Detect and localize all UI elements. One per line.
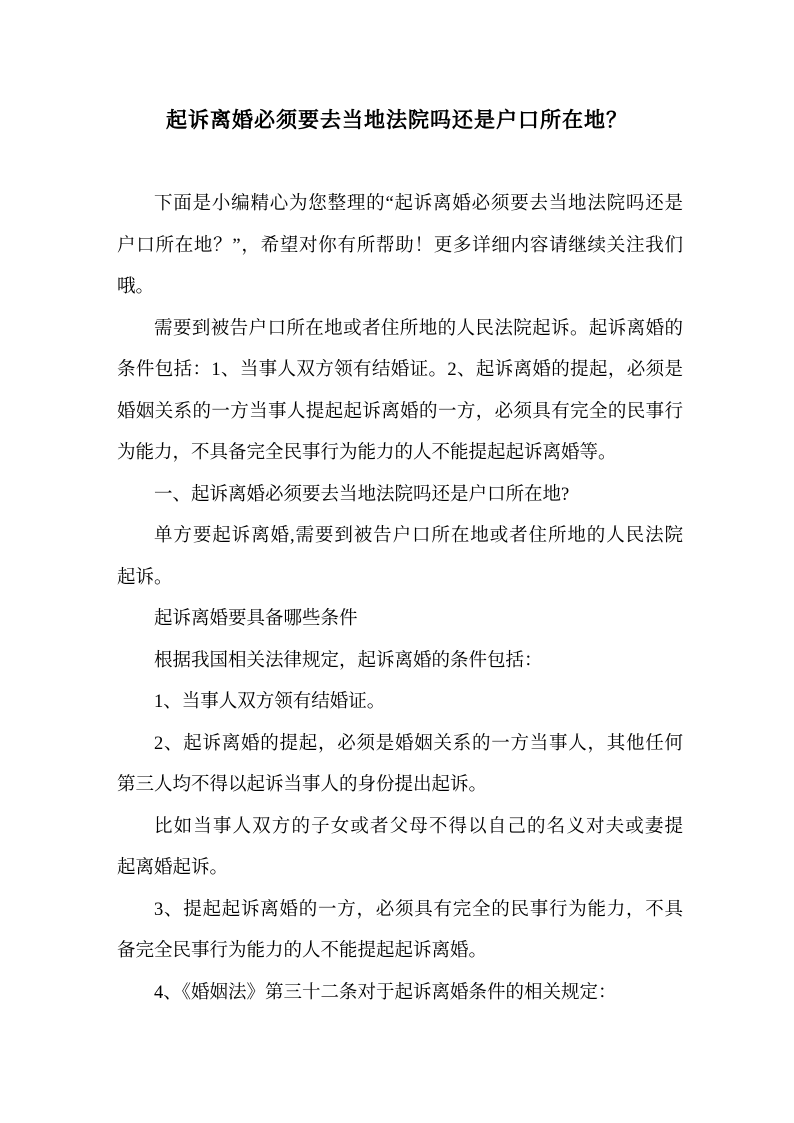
paragraph-line: 需要到被告户口所在地或者住所地的人民法院起诉。起诉离婚的 (154, 318, 683, 339)
document-body (117, 184, 683, 1014)
paragraph-line: 3、提起起诉离婚的一方，必须具有完全的民事行为能力，不具 (154, 899, 683, 920)
paragraph-line: 起离婚起诉。 (117, 858, 229, 878)
paragraph-line: 条件包括：1、当事人双方领有结婚证。2、起诉离婚的提起，必须是 (117, 360, 683, 380)
paragraph (117, 599, 683, 641)
paragraph (117, 184, 683, 309)
paragraph (117, 309, 683, 475)
paragraph-line: 下面是小编精心为您整理的“起诉离婚必须要去当地法院吗还是 (154, 194, 683, 214)
paragraph-line: 起诉。 (117, 567, 173, 588)
paragraph-line: 哦。 (117, 277, 155, 297)
paragraph-line: 单方要起诉离婚,需要到被告户口所在地或者住所地的人民法院 (154, 526, 683, 546)
paragraph (117, 682, 683, 724)
paragraph (117, 973, 683, 1015)
paragraph (117, 807, 683, 890)
paragraph-line: 婚姻关系的一方当事人提起起诉离婚的一方，必须具有完全的民事行 (117, 401, 683, 422)
paragraph-line: 2、起诉离婚的提起，必须是婚姻关系的一方当事人，其他任何 (154, 733, 683, 754)
paragraph-line: 为能力，不具备完全民事行为能力的人不能提起起诉离婚等。 (117, 443, 617, 463)
paragraph-line: 根据我国相关法律规定，起诉离婚的条件包括： (154, 650, 543, 671)
paragraph (117, 890, 683, 973)
paragraph-line: 4、《婚姻法》第三十二条对于起诉离婚条件的相关规定： (154, 982, 617, 1003)
paragraph (117, 641, 683, 683)
paragraph-line: 1、当事人双方领有结婚证。 (154, 692, 386, 712)
paragraph-line: 户口所在地？”，希望对你有所帮助！更多详细内容请继续关注我们 (117, 235, 683, 256)
paragraph (117, 475, 683, 517)
paragraph-line: 比如当事人双方的子女或者父母不得以自己的名义对夫或妻提 (154, 816, 683, 837)
paragraph-line: 起诉离婚要具备哪些条件 (154, 609, 358, 629)
paragraph (117, 516, 683, 599)
paragraph-line: 备完全民事行为能力的人不能提起起诉离婚。 (117, 941, 488, 961)
paragraph-line: 第三人均不得以起诉当事人的身份提出起诉。 (117, 775, 488, 795)
paragraph-line: 一、起诉离婚必须要去当地法院吗还是户口所在地? (154, 484, 570, 505)
document-title: 起诉离婚必须要去当地法院吗还是户口所在地？ (166, 108, 628, 132)
paragraph (117, 724, 683, 807)
